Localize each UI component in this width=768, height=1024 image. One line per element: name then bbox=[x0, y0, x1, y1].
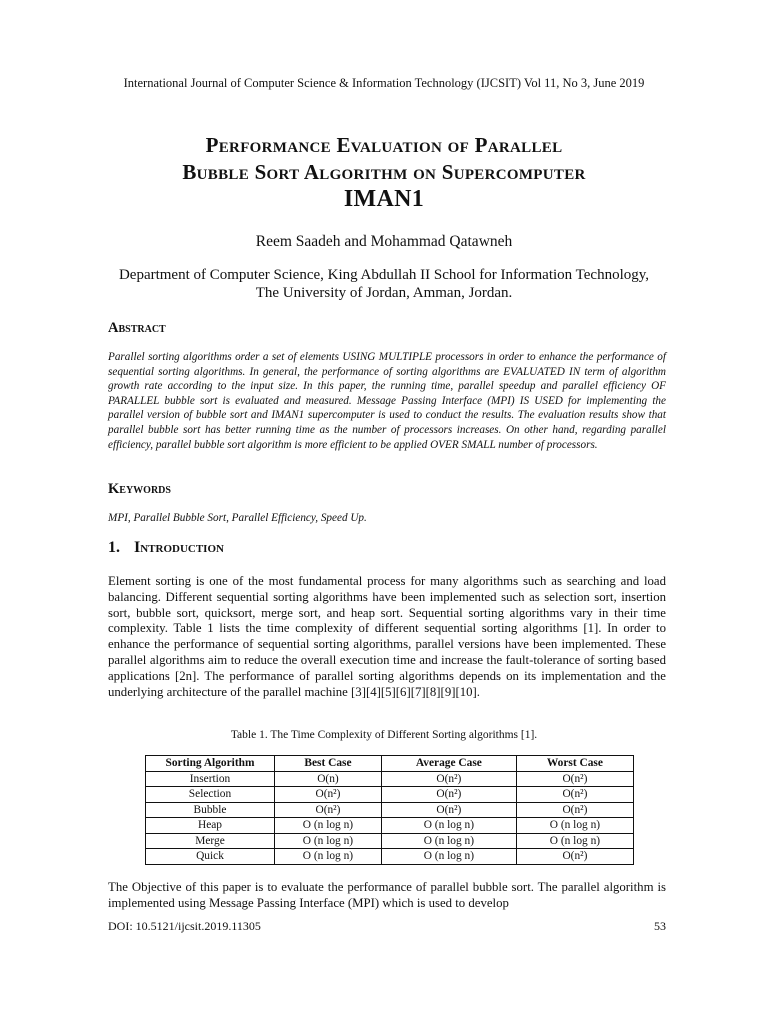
table-cell: O (n log n) bbox=[275, 833, 382, 849]
table-cell: O (n log n) bbox=[275, 818, 382, 834]
table-cell: Merge bbox=[146, 833, 275, 849]
paper-title bbox=[60, 132, 708, 213]
table-row bbox=[146, 802, 634, 818]
table-row bbox=[146, 849, 634, 865]
affiliation-line-2: The University of Jordan, Amman, Jordan. bbox=[255, 285, 513, 301]
authors: Reem Saadeh and Mohammad Qatawneh bbox=[255, 233, 513, 250]
column-header: Sorting Algorithm bbox=[146, 756, 275, 772]
table-row bbox=[146, 833, 634, 849]
column-header: Average Case bbox=[381, 756, 516, 772]
table-cell: O (n log n) bbox=[516, 818, 633, 834]
table-row bbox=[146, 771, 634, 787]
title-line-2: Bubble Sort Algorithm on Supercomputer bbox=[182, 160, 586, 184]
table-cell: O(n²) bbox=[275, 802, 382, 818]
objective-paragraph: The Objective of this paper is to evaluate the performance of parallel bubble sort. The parallel algorithm is implemented using Message Passing Interface (MPI) which is used to develop bbox=[108, 880, 666, 910]
table-cell: O (n log n) bbox=[516, 833, 633, 849]
table-caption: Table 1. The Time Complexity of Different Sorting algorithms [1]. bbox=[230, 729, 538, 741]
table-cell: Selection bbox=[146, 787, 275, 803]
table-cell: O(n²) bbox=[516, 849, 633, 865]
table-cell: O (n log n) bbox=[275, 849, 382, 865]
table-cell: Quick bbox=[146, 849, 275, 865]
title-line-3: IMAN1 bbox=[343, 186, 425, 212]
title-line-1: Performance Evaluation of Parallel bbox=[205, 133, 563, 157]
table-row bbox=[146, 787, 634, 803]
table-cell: O(n²) bbox=[516, 802, 633, 818]
table-cell: Heap bbox=[146, 818, 275, 834]
footer-doi: DOI: 10.5121/ijcsit.2019.11305 bbox=[108, 919, 261, 933]
table-cell: O(n²) bbox=[516, 771, 633, 787]
table-cell: O(n²) bbox=[381, 771, 516, 787]
table-row bbox=[146, 818, 634, 834]
keywords-heading: Keywords bbox=[108, 481, 171, 497]
page-number: 53 bbox=[654, 919, 666, 933]
introduction-heading bbox=[108, 539, 224, 557]
introduction-paragraph: Element sorting is one of the most fundamental process for many algorithms such as searching and load balancing. Different sequential sorting algorithms have been implemented such as selection sort, insertion sort, bubble sort, quicksort, merge sort, and heap sort. Sequential sorting algorithms vary in their time complexity. Table 1 lists the time complexity of different sequential sorting algorithms [1]. In order to enhance the performance of sequential sorting algorithms, parallel versions have been implemented. These parallel algorithms aim to reduce the overall execution time and increase the fault-tolerance of sorting based applications [2n]. The performance of parallel sorting algorithms depends on its implementation and the underlying architecture of the parallel machine [3][4][5][6][7][8][9][10]. bbox=[108, 574, 666, 699]
column-header: Best Case bbox=[275, 756, 382, 772]
abstract-text: Parallel sorting algorithms order a set of elements USING MULTIPLE processors in order to enhance the performance of sequential sorting algorithms. In general, the performance of sorting algorithms are EVALUATED IN term of algorithm growth rate according to the input size. In this paper, the running time, parallel speedup and parallel efficiency OF PARALLEL bubble sort is evaluated and measured. Message Passing Interface (MPI) IS USED for implementing the parallel version of bubble sort and IMAN1 supercomputer is used to conduct the results. The evaluation results show that parallel bubble sort has better running time as the number of processors increases. On other hand, regarding parallel efficiency, parallel bubble sort algorithm is more efficient to be applied OVER SMALL number of processors. bbox=[108, 351, 666, 451]
keywords-text: MPI, Parallel Bubble Sort, Parallel Efficiency, Speed Up. bbox=[108, 512, 367, 524]
table-cell: O(n²) bbox=[381, 802, 516, 818]
affiliation-line-1: Department of Computer Science, King Abdullah II School for Information Technology, bbox=[118, 267, 650, 283]
section-number: 1. bbox=[108, 539, 120, 556]
table-cell: O (n log n) bbox=[381, 833, 516, 849]
table-cell: O(n) bbox=[275, 771, 382, 787]
table-cell: O (n log n) bbox=[381, 818, 516, 834]
table-header-row bbox=[146, 756, 634, 772]
table-cell: O (n log n) bbox=[381, 849, 516, 865]
running-header: International Journal of Computer Science & Information Technology (IJCSIT) Vol 11, No 3, June 2019 bbox=[123, 76, 645, 90]
table-cell: O(n²) bbox=[516, 787, 633, 803]
table-cell: Bubble bbox=[146, 802, 275, 818]
table-cell: Insertion bbox=[146, 771, 275, 787]
affiliation bbox=[60, 266, 708, 302]
table-cell: O(n²) bbox=[275, 787, 382, 803]
complexity-table bbox=[145, 755, 634, 865]
column-header: Worst Case bbox=[516, 756, 633, 772]
abstract-heading: Abstract bbox=[108, 320, 166, 336]
section-title: Introduction bbox=[134, 539, 224, 556]
table-cell: O(n²) bbox=[381, 787, 516, 803]
